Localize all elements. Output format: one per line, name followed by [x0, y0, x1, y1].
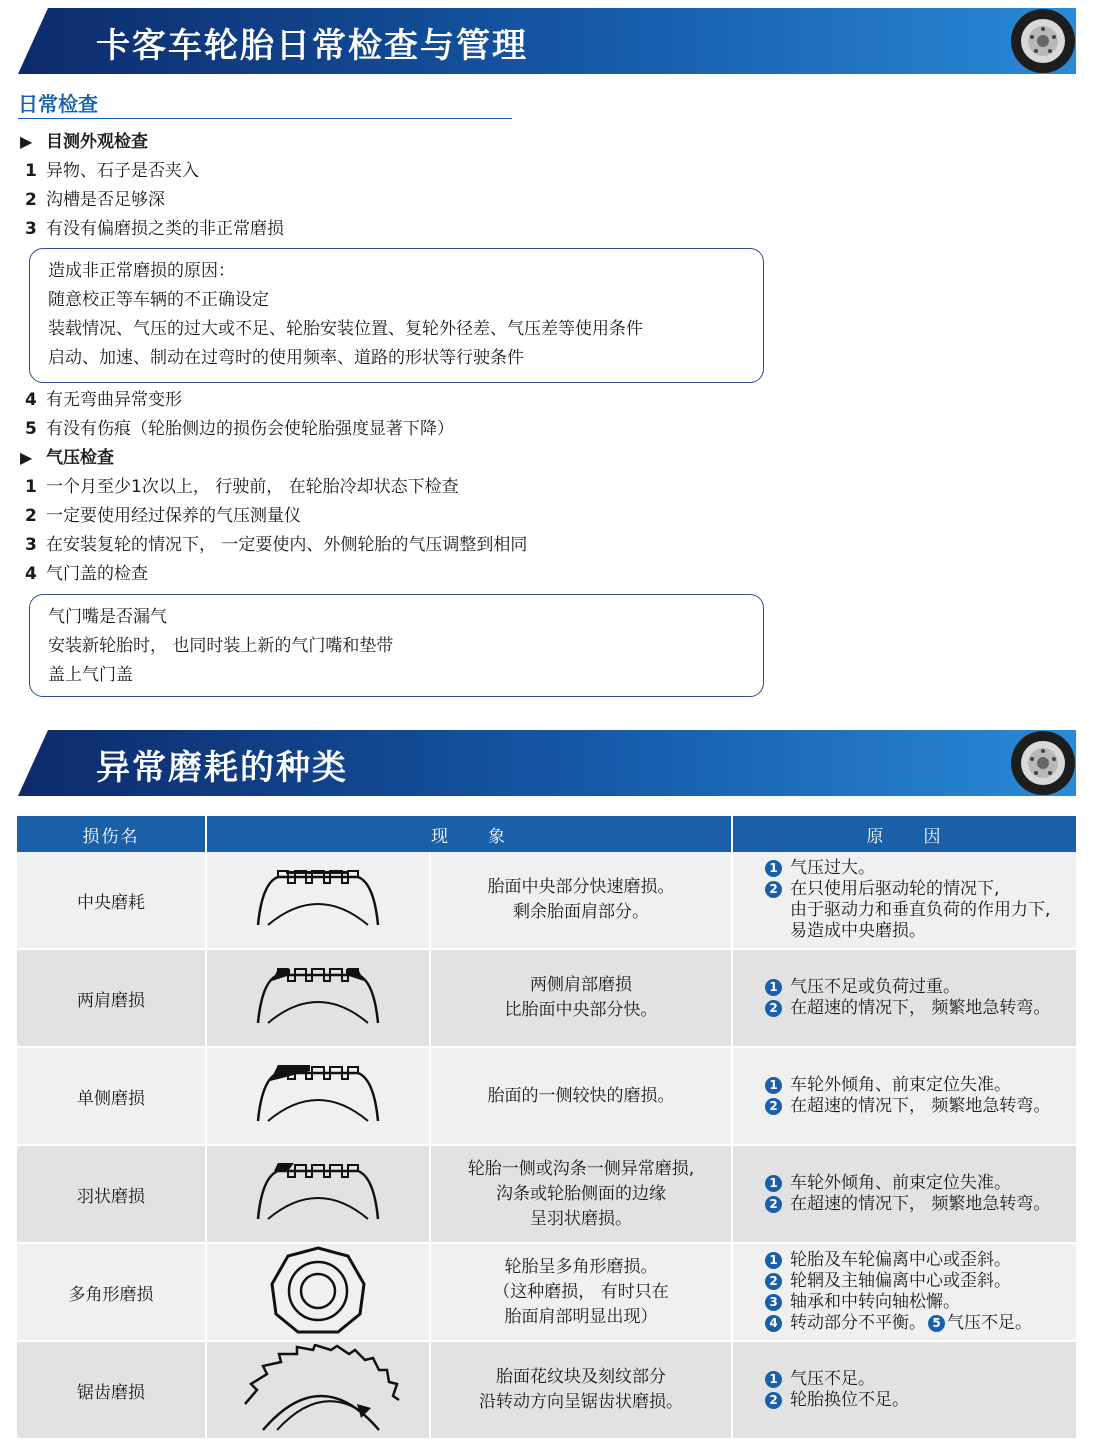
damage-name: 两肩磨损: [17, 949, 206, 1047]
phenomenon-text: 胎面的一侧较快的磨损。: [430, 1047, 732, 1145]
tire-profile-illustration: [206, 852, 430, 949]
subhead-pressure: [20, 446, 114, 470]
list-item: 1 一个月至少1次以上， 行驶前， 在轮胎冷却状态下检查: [25, 477, 459, 497]
list-item: 3 在安装复轮的情况下， 一定要使内、外侧轮胎的气压调整到相同: [25, 535, 528, 555]
number-badge-icon: 4: [765, 1315, 782, 1332]
phenomenon-text: 胎面中央部分快速磨损。 剩余胎面肩部分。: [430, 852, 732, 949]
number-badge-icon: 1: [765, 1077, 782, 1094]
number-badge-icon: 2: [765, 1392, 782, 1409]
cause-list: 1 气压过大。 2 在只使用后驱动轮的情况下, 由于驱动力和垂直负荷的作用力下, 易造成中央磨损。: [732, 852, 1077, 949]
number-badge-icon: 1: [765, 979, 782, 996]
cause-list: 1 车轮外倾角、前束定位失准。 2 在超速的情况下， 频繁地急转弯。: [732, 1145, 1077, 1243]
column-header-phenomenon: 现 象: [206, 816, 732, 852]
shoulder-wear-tire-icon: [248, 961, 388, 1031]
table-row: [17, 1047, 1077, 1145]
cause-list: 1 轮胎及车轮偏离中心或歪斜。 2 轮辋及主轴偏离中心或歪斜。 3 轴承和中转向轴松懈。 4 转动部分不平衡。 5 气压不足。: [732, 1243, 1077, 1341]
polygon-wear-tire-icon: [268, 1246, 368, 1334]
page-title: 卡客车轮胎日常检查与管理: [96, 26, 528, 66]
note-line: 随意校正等车辆的不正确设定: [48, 290, 269, 310]
tire-profile-illustration: [206, 1243, 430, 1341]
subhead-pressure-label: 气压检查: [46, 448, 114, 468]
wear-types-table: [17, 816, 1078, 1440]
list-item: 5 有没有伤痕（轮胎侧边的损伤会使轮胎强度显著下降）: [25, 419, 454, 439]
section-banner-abnormal-wear: [18, 730, 1076, 796]
damage-name: 多角形磨损: [17, 1243, 206, 1341]
column-header-name: 损伤名: [17, 816, 206, 852]
number-badge-icon: 2: [765, 1196, 782, 1213]
list-item: 1 异物、石子是否夹入: [25, 161, 199, 181]
tire-icon: [1010, 8, 1076, 74]
phenomenon-text: 胎面花纹块及刻纹部分 沿转动方向呈锯齿状磨损。: [430, 1341, 732, 1439]
section-title: 异常磨耗的种类: [96, 748, 348, 788]
column-header-cause: 原 因: [732, 816, 1077, 852]
sawtooth-wear-tire-icon: [233, 1344, 403, 1432]
tire-profile-illustration: [206, 1341, 430, 1439]
list-item: 2 沟槽是否足够深: [25, 190, 165, 210]
tire-icon: [1010, 730, 1076, 796]
feather-wear-tire-icon: [248, 1157, 388, 1227]
cause-list: 1 气压不足或负荷过重。 2 在超速的情况下， 频繁地急转弯。: [732, 949, 1077, 1047]
number-badge-icon: 2: [765, 1273, 782, 1290]
damage-name: 中央磨耗: [17, 852, 206, 949]
table-row: [17, 949, 1077, 1047]
tire-profile-illustration: [206, 1047, 430, 1145]
damage-name: 单侧磨损: [17, 1047, 206, 1145]
number-badge-icon: 3: [765, 1294, 782, 1311]
damage-name: 锯齿磨损: [17, 1341, 206, 1439]
note-line: 盖上气门盖: [48, 665, 133, 685]
subhead-visual: [20, 130, 148, 154]
table-header-row: [17, 816, 1077, 852]
one-side-wear-tire-icon: [248, 1059, 388, 1129]
phenomenon-text: 轮胎呈多角形磨损。 （这种磨损， 有时只在 胎面肩部明显出现）: [430, 1243, 732, 1341]
number-badge-icon: 2: [765, 881, 782, 898]
note-line: 气门嘴是否漏气: [48, 607, 167, 627]
section-heading-daily: 日常检查: [18, 92, 98, 116]
note-line: 安装新轮胎时， 也同时装上新的气门嘴和垫带: [48, 636, 394, 656]
number-badge-icon: 1: [765, 860, 782, 877]
tire-profile-illustration: [206, 1145, 430, 1243]
phenomenon-text: 两侧肩部磨损 比胎面中央部分快。: [430, 949, 732, 1047]
damage-name: 羽状磨损: [17, 1145, 206, 1243]
section-divider: [18, 118, 512, 119]
note-line: 启动、加速、制动在过弯时的使用频率、道路的形状等行驶条件: [48, 348, 524, 368]
phenomenon-text: 轮胎一侧或沟条一侧异常磨损, 沟条或轮胎侧面的边缘 呈羽状磨损。: [430, 1145, 732, 1243]
number-badge-icon: 1: [765, 1175, 782, 1192]
subhead-visual-label: 目测外观检查: [46, 132, 148, 152]
center-wear-tire-icon: [248, 863, 388, 933]
number-badge-icon: 1: [765, 1252, 782, 1269]
note-box-wear-causes: [29, 248, 764, 383]
table-row: [17, 852, 1077, 949]
list-item: 4 气门盖的检查: [25, 564, 148, 584]
triangle-bullet-icon: ▶: [20, 448, 33, 467]
number-badge-icon: 2: [765, 1098, 782, 1115]
note-box-valve: [29, 594, 764, 697]
cause-list: 1 气压不足。 2 轮胎换位不足。: [732, 1341, 1077, 1439]
number-badge-icon: 5: [928, 1315, 945, 1332]
number-badge-icon: 2: [765, 1000, 782, 1017]
title-banner: [18, 8, 1076, 74]
note-line: 装载情况、气压的过大或不足、轮胎安装位置、复轮外径差、气压差等使用条件: [48, 319, 643, 339]
table-row: [17, 1341, 1077, 1439]
list-item: 3 有没有偏磨损之类的非正常磨损: [25, 219, 284, 239]
table-row: [17, 1243, 1077, 1341]
table-row: [17, 1145, 1077, 1243]
list-item: 4 有无弯曲异常变形: [25, 390, 182, 410]
triangle-bullet-icon: ▶: [20, 132, 33, 151]
tire-profile-illustration: [206, 949, 430, 1047]
note-line: 造成非正常磨损的原因：: [48, 261, 235, 281]
number-badge-icon: 1: [765, 1371, 782, 1388]
list-item: 2 一定要使用经过保养的气压测量仪: [25, 506, 301, 526]
cause-list: 1 车轮外倾角、前束定位失准。 2 在超速的情况下， 频繁地急转弯。: [732, 1047, 1077, 1145]
